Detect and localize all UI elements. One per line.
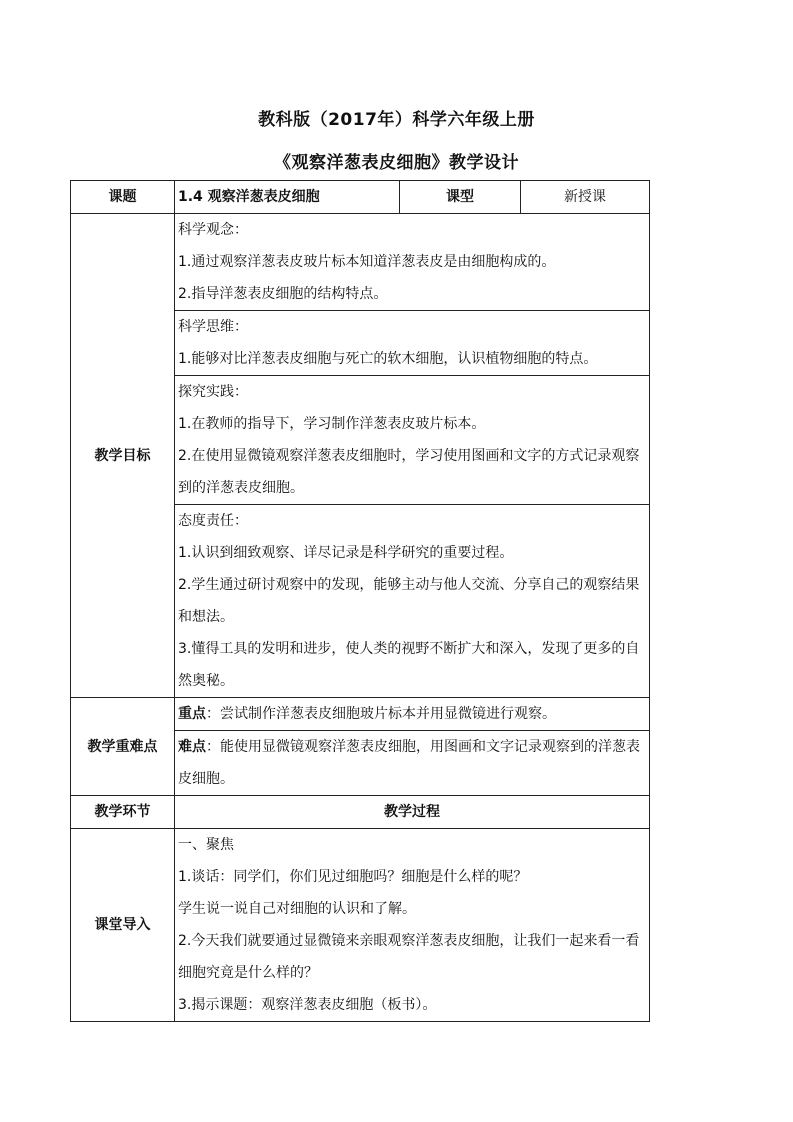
- difficulty-cell: [175, 731, 650, 796]
- difficulty-label: 难点: [178, 739, 206, 755]
- key-point-cell: [175, 698, 650, 731]
- objective-item: 1.通过观察洋葱表皮玻片标本知道洋葱表皮是由细胞构成的。: [178, 254, 556, 270]
- objectives-label: 教学目标: [71, 214, 175, 698]
- objective-heading: 科学观念：: [178, 222, 248, 238]
- document-title: 教科版（2017年）科学六年级上册: [258, 110, 535, 130]
- objective-heading: 探究实践：: [178, 384, 248, 400]
- objective-heading: 态度责任：: [178, 513, 248, 529]
- intro-row: [71, 829, 650, 1022]
- objective-item: 1.在教师的指导下，学习制作洋葱表皮玻片标本。: [178, 416, 486, 432]
- objective-block-attitude: [175, 505, 650, 698]
- objective-item: 3.懂得工具的发明和进步，使人类的视野不断扩大和深入，发现了更多的自然奥秘。: [178, 641, 640, 689]
- objective-item: 2.指导洋葱表皮细胞的结构特点。: [178, 286, 388, 302]
- intro-line: 一、聚焦: [178, 837, 234, 853]
- objective-item: 2.在使用显微镜观察洋葱表皮细胞时，学习使用图画和文字的方式记录观察到的洋葱表皮细胞。: [178, 448, 640, 496]
- intro-content: [175, 829, 650, 1022]
- stage-header: 教学环节: [71, 796, 175, 829]
- process-header-row: [71, 796, 650, 829]
- objective-item: 1.能够对比洋葱表皮细胞与死亡的软木细胞，认识植物细胞的特点。: [178, 351, 598, 367]
- objective-block-inquiry-practice: [175, 376, 650, 505]
- key-point-text: ：尝试制作洋葱表皮细胞玻片标本并用显微镜进行观察。: [206, 706, 556, 722]
- objective-block-science-thinking: [175, 311, 650, 376]
- course-row: [71, 181, 650, 214]
- course-value: 1.4 观察洋葱表皮细胞: [175, 181, 400, 214]
- objective-heading: 科学思维：: [178, 319, 248, 335]
- type-value: 新授课: [521, 181, 650, 214]
- intro-line: 学生说一说自己对细胞的认识和了解。: [178, 901, 416, 917]
- intro-line: 1.谈话：同学们，你们见过细胞吗？细胞是什么样的呢？: [178, 869, 528, 885]
- intro-label: 课堂导入: [71, 829, 175, 1022]
- objective-item: 1.认识到细致观察、详尽记录是科学研究的重要过程。: [178, 545, 514, 561]
- process-header: 教学过程: [175, 796, 650, 829]
- key-point-label: 重点: [178, 706, 206, 722]
- objective-block-science-concept: [175, 214, 650, 311]
- key-points-label: 教学重难点: [71, 698, 175, 796]
- course-label: 课题: [71, 181, 175, 214]
- lesson-plan-table: [70, 180, 650, 1022]
- objectives-row-1: [71, 214, 650, 311]
- objective-item: 2.学生通过研讨观察中的发现，能够主动与他人交流、分享自己的观察结果和想法。: [178, 577, 640, 625]
- lesson-title: 《观察洋葱表皮细胞》教学设计: [274, 153, 519, 173]
- difficulty-text: ：能使用显微镜观察洋葱表皮细胞，用图画和文字记录观察到的洋葱表皮细胞。: [178, 739, 640, 787]
- intro-line: 2.今天我们就要通过显微镜来亲眼观察洋葱表皮细胞，让我们一起来看一看细胞究竟是什么样的？: [178, 933, 640, 981]
- type-label: 课型: [400, 181, 521, 214]
- key-points-row-1: [71, 698, 650, 731]
- intro-line: 3.揭示课题：观察洋葱表皮细胞（板书）。: [178, 997, 437, 1013]
